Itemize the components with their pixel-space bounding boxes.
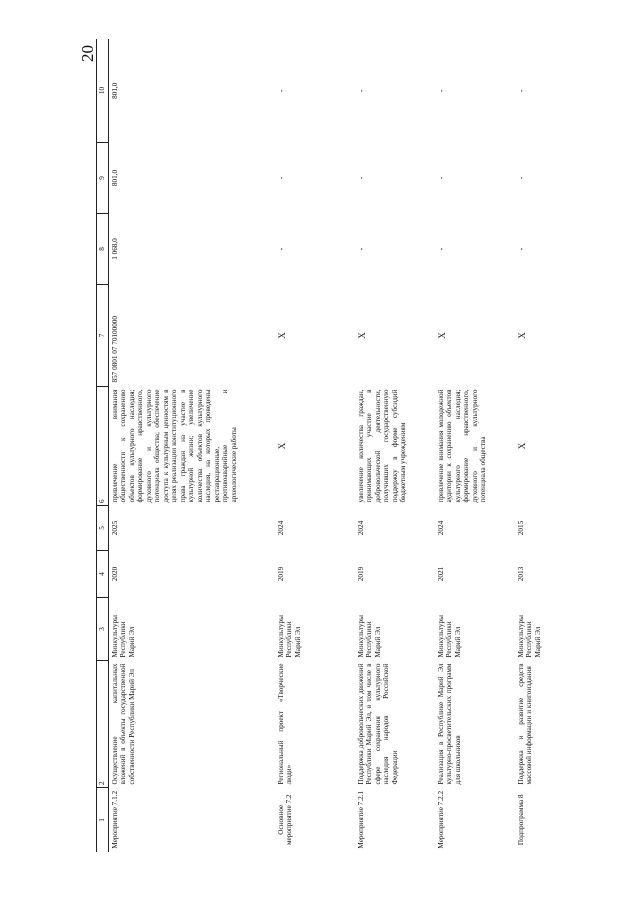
row-end-year: 2024 — [437, 520, 445, 536]
row-amount-col8: - — [517, 247, 526, 251]
row-expected-result: Х — [517, 442, 527, 450]
column-header: 1 — [97, 788, 109, 853]
row-amount-col10: - — [277, 89, 286, 93]
row-budget-code: Х — [277, 332, 287, 339]
row-expected-result: увеличение количества граждан, принимающих участие в добровольческой деятельности, получивших государственную поддержку в форме субсидий бюджетным учреждениям — [357, 389, 408, 503]
table-row — [109, 39, 276, 852]
row-amount-col10: - — [437, 89, 446, 93]
column-header: 7 — [97, 285, 109, 387]
row-amount-col10: - — [517, 89, 526, 93]
row-amount-col9: - — [277, 176, 286, 180]
column-header: 9 — [97, 143, 109, 214]
table-row — [515, 39, 595, 852]
row-start-year: 2019 — [357, 566, 365, 582]
row-amount-col9: - — [517, 176, 526, 180]
row-executor: Минкультуры Республики Марий Эл — [357, 615, 382, 658]
row-title: Реализация в Республике Марий Эл культурно-просветительских программ для школьников — [437, 663, 462, 785]
row-start-year: 2021 — [437, 566, 445, 582]
page-number: 20 — [78, 45, 97, 62]
row-title: Осуществление капитальных вложений в объекты государственной собственности Республики Марий Эл — [111, 663, 136, 785]
row-expected-result: Х — [277, 442, 287, 450]
row-end-year: 2024 — [277, 520, 285, 536]
row-executor: Минкультуры Республики Марий Эл — [277, 615, 302, 658]
row-start-year: 2019 — [277, 566, 285, 582]
row-end-year: 2015 — [517, 520, 525, 536]
table-row — [435, 39, 515, 852]
column-header: 8 — [97, 214, 109, 285]
row-budget-code: Х — [437, 332, 447, 339]
row-amount-col9: 801,0 — [111, 169, 119, 187]
row-code: Мероприятие 7.2.2 — [437, 790, 445, 849]
row-amount-col8: - — [437, 247, 446, 251]
row-expected-result: привлечение внимания общественности к сохранению объектов культурного наследия; формирование нравственного, духовного и культурного потенциала общества; обеспечение доступа к культурным ценностям в целях реализации конституционного права граждан на участие в культурной жизни; увеличение количества объектов культурного наследия, на которых проведены реставрационные, противоаварийные и археологические работы — [111, 389, 238, 503]
column-header: 3 — [97, 598, 109, 661]
row-start-year: 2013 — [517, 566, 525, 582]
column-header: 6 — [97, 387, 109, 506]
row-executor: Минкультуры Республики Марий Эл — [111, 615, 136, 658]
column-header: 4 — [97, 551, 109, 598]
row-executor: Минкультуры Республики Марий Эл — [517, 615, 542, 658]
column-header: 2 — [97, 661, 109, 788]
row-budget-code: Х — [517, 332, 527, 339]
table-header-row — [97, 39, 109, 852]
row-amount-col9: - — [437, 176, 446, 180]
program-table — [96, 39, 595, 852]
rotated-table-wrapper — [96, 82, 588, 852]
column-header: 5 — [97, 506, 109, 551]
row-code: Основное мероприятие 7.2 — [277, 794, 294, 845]
row-expected-result: привлечение внимания молодежной аудитории к сохранению объектов культурного наследия; формирование нравственного, духовного и культурного потенциала общества — [437, 389, 488, 503]
row-budget-code: Х — [357, 332, 367, 339]
row-title: Региональный проект «Творческие люди» — [277, 663, 294, 785]
row-amount-col9: - — [357, 176, 366, 180]
row-title: Поддержка добровольческих движений Республики Марий Эл, в том числе в сфере сохранения культурного наследия народов Российской Федерации — [357, 663, 399, 785]
row-amount-col8: - — [357, 247, 366, 251]
table-row — [275, 39, 355, 852]
row-amount-col8: 1 068,0 — [111, 238, 119, 260]
row-amount-col10: 801,0 — [111, 82, 119, 99]
row-code: Мероприятие 7.2.1 — [357, 790, 365, 849]
row-end-year: 2024 — [357, 520, 365, 536]
row-code: Подпрограмма 8 — [517, 794, 525, 846]
row-executor: Минкультуры Республики Марий Эл — [437, 615, 462, 658]
row-amount-col8: - — [277, 247, 286, 251]
row-end-year: 2025 — [111, 520, 119, 536]
row-amount-col10: - — [357, 89, 366, 93]
column-header: 10 — [97, 39, 109, 143]
row-budget-code: 857 0801 07 70100000 — [111, 316, 119, 383]
table-row — [355, 39, 435, 852]
row-title: Поддержка и развитие средств массовой информации и книгоиздания — [517, 663, 534, 785]
row-code: Мероприятие 7.1.2 — [111, 790, 119, 849]
row-start-year: 2020 — [111, 566, 119, 582]
